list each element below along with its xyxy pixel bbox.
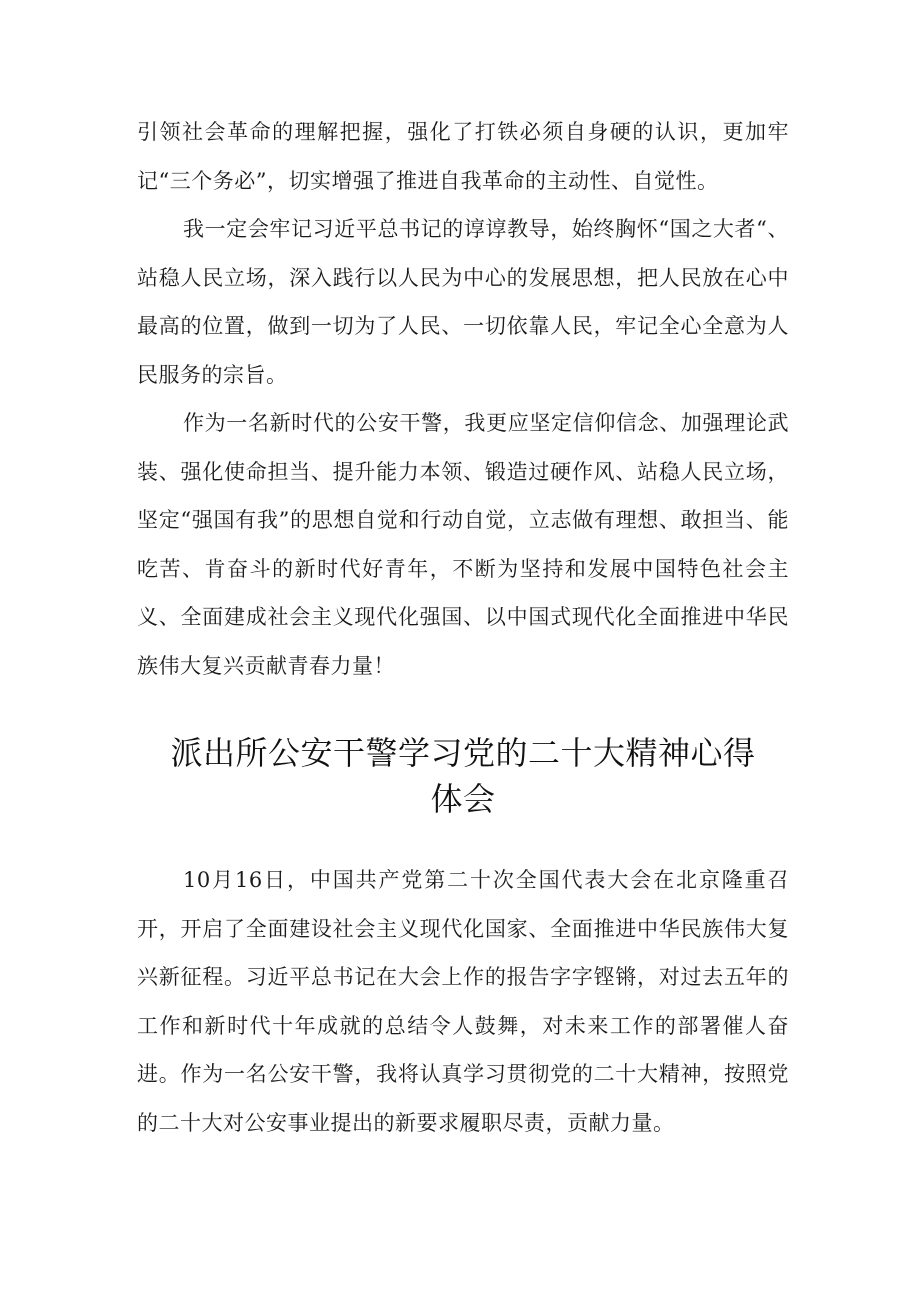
paragraph-remember-teachings: 我一定会牢记习近平总书记的谆谆教导，始终胸怀“国之大者“、站稳人民立场，深入践行以人民为中心的发展思想，把人民放在心中最高的位置，做到一切为了人民、一切依靠人民，牢记全心全意为人民服务的宗旨。 (137, 217, 789, 387)
paragraph-congress-opening: 10月16日，中国共产党第二十次全国代表大会在北京隆重召开，开启了全面建设社会主义现代化国家、全面推进中华民族伟大复兴新征程。习近平总书记在大会上作的报告字字铿锵，对过去五年的工作和新时代十年成就的总结令人鼓舞，对未来工作的部署催人奋进。作为一名公安干警，我将认真学习贯彻党的二十大精神，按照党的二十大对公安事业提出的新要求履职尽责，贡献力量。 (137, 868, 789, 1135)
article-title (137, 730, 789, 822)
article-title-line-1: 派出所公安干警学习党的二十大精神心得 (170, 734, 756, 772)
paragraph-police-commitment: 作为一名新时代的公安干警，我更应坚定信仰信念、加强理论武装、强化使命担当、提升能力本领、锻造过硬作风、站稳人民立场，坚定“强国有我”的思想自觉和行动自觉，立志做有理想、敢担当、能吃苦、肯奋斗的新时代好青年，不断为坚持和发展中国特色社会主义、全面建成社会主义现代化强国、以中国式现代化全面推进中华民族伟大复兴贡献青春力量！ (137, 411, 789, 678)
paragraph-continuation: 引领社会革命的理解把握，强化了打铁必须自身硬的认识，更加牢记“三个务必”，切实增强了推进自我革命的主动性、自觉性。 (137, 120, 789, 193)
document-body (137, 108, 789, 1147)
article-title-line-2: 体会 (430, 780, 496, 818)
